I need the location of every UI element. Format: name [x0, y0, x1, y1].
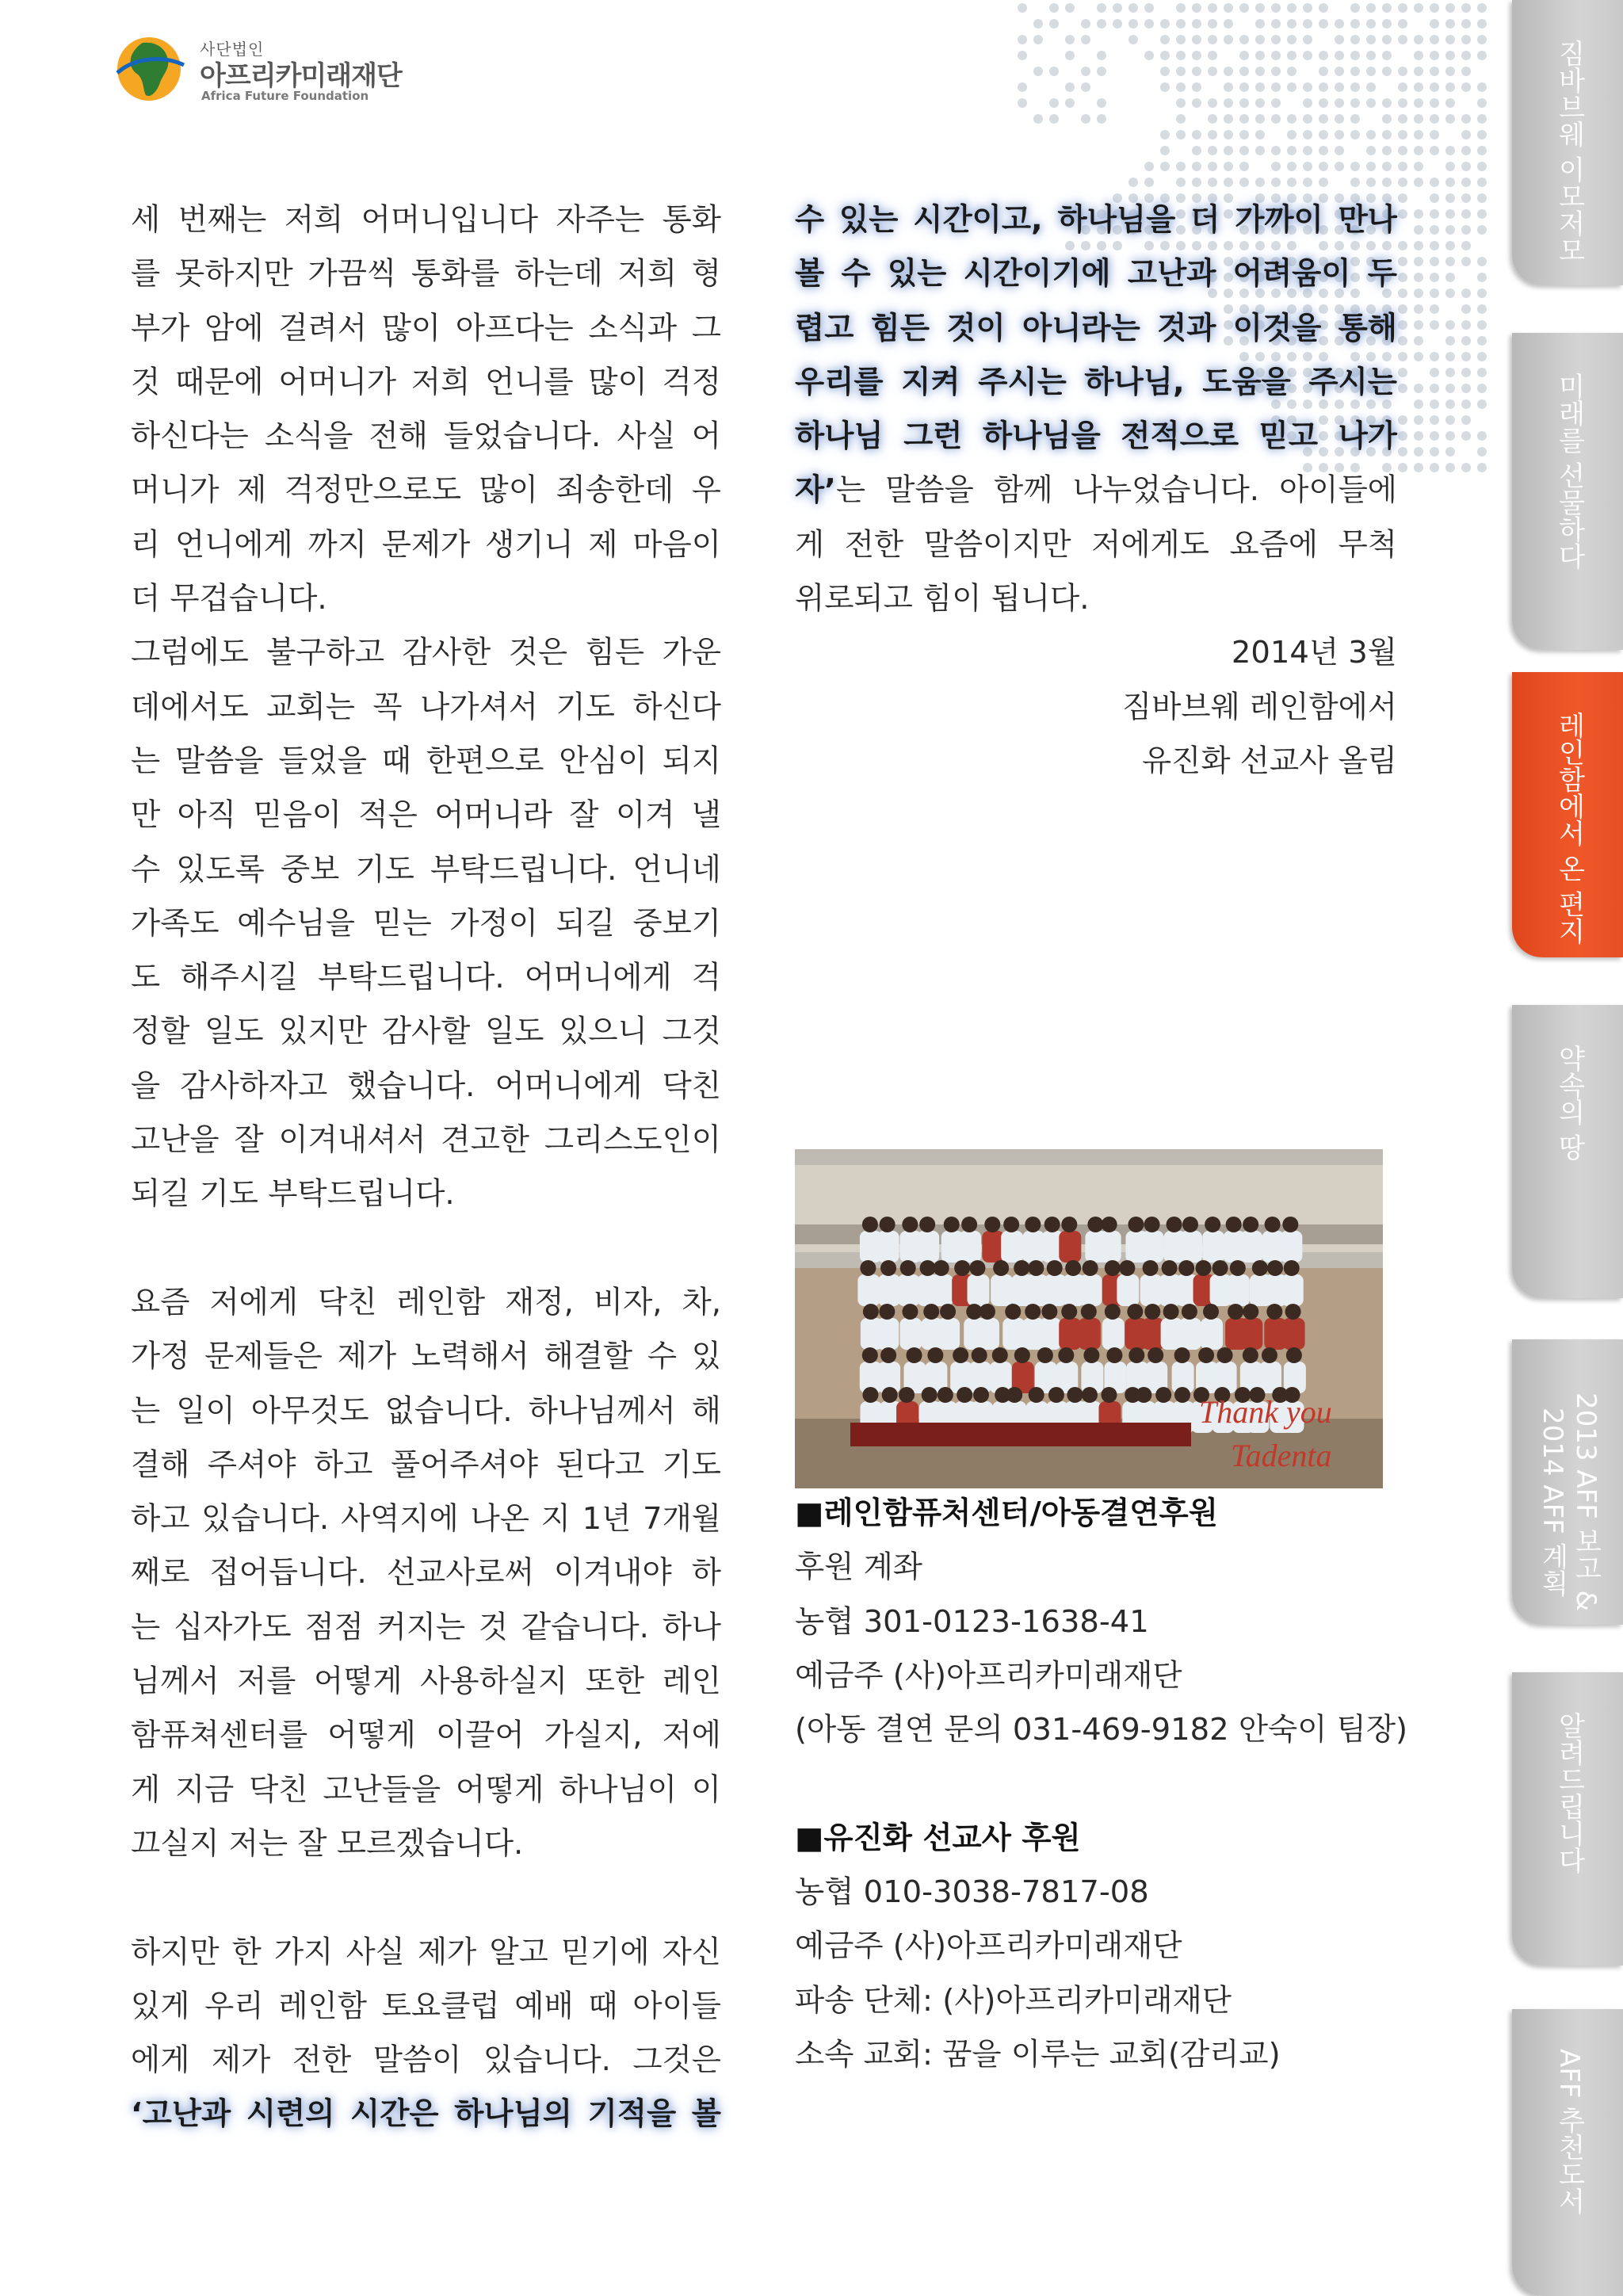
highlight-line: 볼 수 있는 시간이기에 고난과 어려움이 두 [795, 256, 1397, 292]
signature-place: 짐바브웨 레인함에서 [1122, 689, 1397, 725]
text-line: 을 감사하자고 했습니다. 어머니에게 닥친 [131, 1068, 721, 1104]
support-line: 후원 계좌 [795, 1549, 923, 1586]
text-line: 님께서 저를 어떻게 사용하실지 또한 레인 [131, 1664, 721, 1700]
highlight-line: 하나님 그런 하나님을 전적으로 믿고 나가 [795, 418, 1397, 455]
side-tab-label: 2013 AFF 보고 & 2014 AFF 계획 [1537, 1392, 1602, 1611]
text-line: 째로 접어듭니다. 선교사로써 이겨내야 하 [131, 1555, 721, 1591]
side-tab-label: 알려드립니다 [1553, 1712, 1585, 1874]
text-line: 되길 기도 부탁드립니다. [131, 1176, 455, 1213]
text-line: 는 십자가도 점점 커지는 것 같습니다. 하나 [131, 1609, 721, 1645]
right-mixed-bold: 자’ [795, 472, 836, 509]
africa-logo-icon [111, 33, 187, 105]
support-info [795, 1487, 1429, 2082]
text-line: 정할 일도 있지만 감사할 일도 있으니 그것 [131, 1014, 721, 1050]
right-column-lines [795, 518, 1397, 627]
text-line: 를 못하지만 가끔씩 통화를 하는데 저희 형 [131, 256, 721, 292]
side-tab-label: 미래를 선물하다 [1553, 372, 1585, 570]
support-section2-title: ■유진화 선교사 후원 [795, 1820, 1081, 1856]
section-side-tabs [1512, 0, 1623, 2296]
text-line: 만 아직 믿음이 적은 어머니라 잘 이겨 낼 [131, 797, 721, 834]
text-line: 부가 암에 걸려서 많이 아프다는 소식과 그 [131, 310, 721, 346]
support-section1-title: ■레인함퓨처센터/아동결연후원 [795, 1496, 1218, 1531]
side-tab-label: 레인함에서 온 편지 [1553, 712, 1585, 945]
left-highlight-line: ‘고난과 시련의 시간은 하나님의 기적을 볼 [131, 2096, 721, 2133]
side-tab-3[interactable] [1512, 672, 1623, 957]
letter-left-column [131, 193, 721, 2142]
text-line: 그럼에도 불구하고 감사한 것은 힘든 가운 [131, 635, 721, 671]
text-line: 가족도 예수님을 믿는 가정이 되길 중보기 [131, 905, 721, 942]
text-line: 것 때문에 어머니가 저희 언니를 많이 걱정 [131, 364, 721, 400]
text-line: 는 일이 아무것도 없습니다. 하나님께서 해 [131, 1392, 721, 1429]
signature-author: 유진화 선교사 올림 [1141, 743, 1397, 779]
group-photo-image [795, 1149, 1383, 1488]
text-line [131, 1871, 721, 1925]
side-tab-label: AFF 추천도서 [1553, 2049, 1585, 2215]
highlight-line: 우리를 지켜 주시는 하나님, 도움을 주시는 [795, 364, 1397, 400]
signature-date: 2014년 3월 [1231, 635, 1397, 671]
text-line: 결해 주셔야 하고 풀어주셔야 된다고 기도 [131, 1446, 721, 1483]
text-line: 도 해주시길 부탁드립니다. 어머니에게 걱 [131, 960, 721, 996]
text-line: 에게 제가 전한 말씀이 있습니다. 그것은 [131, 2042, 721, 2079]
text-line: 세 번째는 저희 어머니입니다 자주는 통화 [131, 202, 721, 238]
left-column-lines [131, 193, 721, 2088]
highlight-line: 수 있는 시간이고, 하나님을 더 가까이 만나 [795, 202, 1397, 238]
support-line: 농협 301-0123-1638-41 [795, 1603, 1149, 1640]
text-line: 리 언니에게 까지 문제가 생기니 제 마음이 [131, 526, 721, 563]
side-tab-2[interactable] [1512, 333, 1623, 650]
text-line: 있게 우리 레인함 토요클럽 예배 때 아이들 [131, 1988, 721, 2024]
support-line: 파송 단체: (사)아프리카미래재단 [795, 1982, 1232, 2019]
photo-caption-thank-you: Thank you [1199, 1394, 1332, 1430]
support-line: 예금주 (사)아프리카미래재단 [795, 1657, 1182, 1694]
text-line: 하지만 한 가지 사실 제가 알고 믿기에 자신 [131, 1934, 721, 1970]
text-line: 끄실지 저는 잘 모르겠습니다. [131, 1825, 524, 1862]
right-highlight-lines [795, 193, 1397, 464]
group-photo [795, 1149, 1383, 1488]
support-line: (아동 결연 문의 031-469-9182 안숙이 팀장) [795, 1712, 1408, 1748]
text-line: 데에서도 교회는 꼭 나가셔서 기도 하신다 [131, 689, 721, 725]
letter-right-column [795, 193, 1397, 789]
org-type-label: 사단법인 [200, 40, 265, 59]
support-line: 소속 교회: 꿈을 이루는 교회(감리교) [795, 2036, 1281, 2073]
side-tab-7[interactable] [1512, 2009, 1623, 2296]
org-name: 아프리카미래재단 [200, 60, 402, 92]
side-tab-label: 약속의 땅 [1553, 1045, 1585, 1161]
support-spacer [795, 1757, 1429, 1811]
text-line: 고난을 잘 이겨내셔서 견고한 그리스도인이 [131, 1122, 721, 1159]
text-line: 하신다는 소식을 전해 들었습니다. 사실 어 [131, 418, 721, 455]
support-section2-lines [795, 1866, 1429, 2082]
text-line: 머니가 제 걱정만으로도 많이 죄송한데 우 [131, 472, 721, 509]
text-line: 게 지금 닥친 고난들을 어떻게 하나님이 이 [131, 1771, 721, 1808]
support-section1-lines [795, 1541, 1429, 1757]
support-line: 농협 010-3038-7817-08 [795, 1874, 1149, 1911]
side-tab-4[interactable] [1512, 1005, 1623, 1298]
side-tab-label: 짐바브웨 이모저모 [1553, 40, 1585, 264]
right-mixed-rest: 는 말씀을 함께 나누었습니다. 아이들에 [835, 472, 1397, 509]
side-tab-1[interactable] [1512, 0, 1623, 285]
foundation-logo [111, 33, 444, 105]
text-line: 위로되고 힘이 됩니다. [795, 581, 1090, 617]
text-line: 함퓨쳐센터를 어떻게 이끌어 가실지, 저에 [131, 1717, 721, 1754]
photo-caption-name: Tadenta [1231, 1438, 1332, 1473]
text-line: 요즘 저에게 닥친 레인함 재정, 비자, 차, [131, 1284, 721, 1320]
highlight-line: 렵고 힘든 것이 아니라는 것과 이것을 통해 [795, 310, 1397, 346]
text-line: 더 무겁습니다. [131, 581, 327, 617]
text-line: 게 전한 말씀이지만 저에게도 요즘에 무척 [795, 526, 1397, 563]
text-line: 는 말씀을 들었을 때 한편으로 안심이 되지 [131, 743, 721, 779]
text-line: 하고 있습니다. 사역지에 나온 지 1년 7개월 [131, 1501, 721, 1538]
text-line: 가정 문제들은 제가 노력해서 해결할 수 있 [131, 1339, 721, 1375]
org-english-name: Africa Future Foundation [201, 89, 369, 103]
right-mixed-line [795, 464, 1397, 518]
support-line: 예금주 (사)아프리카미래재단 [795, 1928, 1182, 1965]
text-line: 수 있도록 중보 기도 부탁드립니다. 언니네 [131, 851, 721, 888]
side-tab-6[interactable] [1512, 1672, 1623, 1966]
text-line [131, 1222, 721, 1276]
side-tab-5[interactable] [1512, 1339, 1623, 1625]
